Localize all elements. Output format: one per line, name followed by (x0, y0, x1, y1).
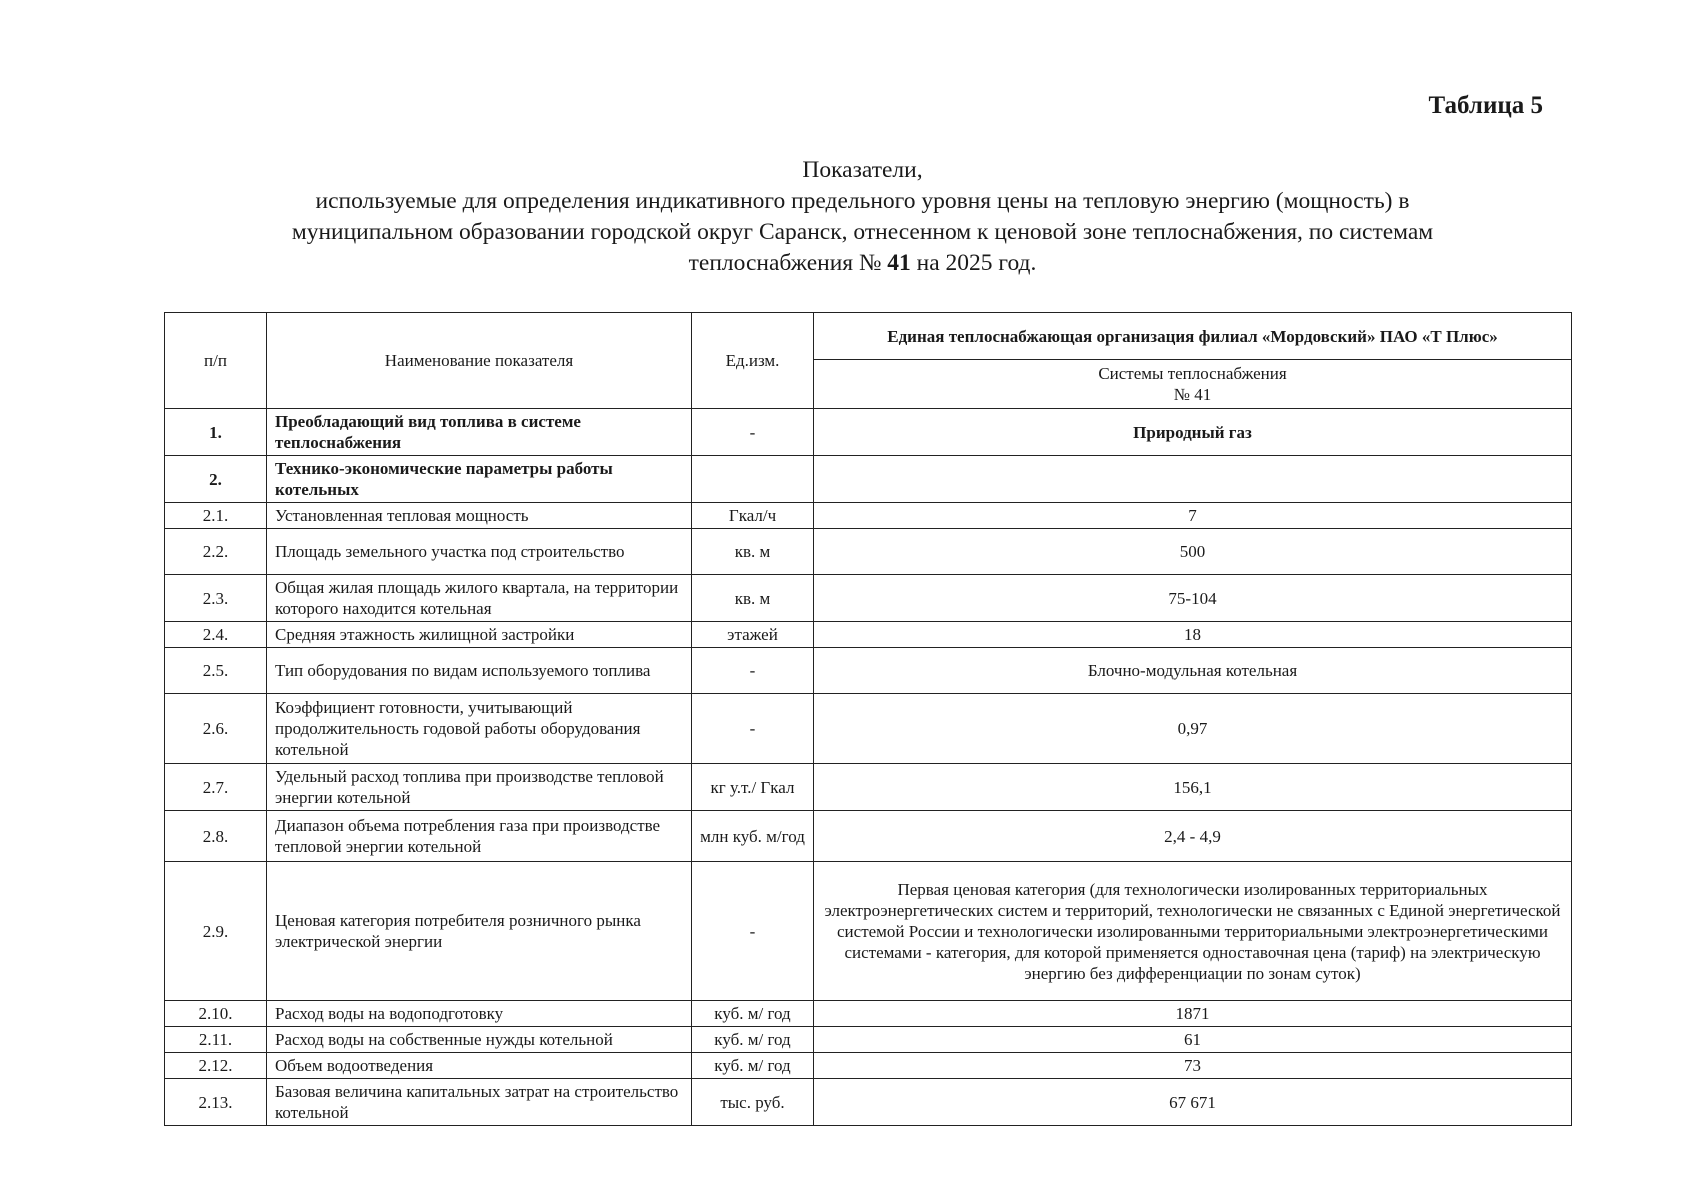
indicator-name: Удельный расход топлива при производстве тепловой энергии котельной (267, 764, 692, 811)
indicator-name: Базовая величина капитальных затрат на строительство котельной (267, 1079, 692, 1126)
indicator-name: Тип оборудования по видам используемого топлива (267, 648, 692, 694)
unit-cell: этажей (692, 622, 814, 648)
unit-cell: млн куб. м/год (692, 811, 814, 862)
indicator-name: Расход воды на собственные нужды котельной (267, 1027, 692, 1053)
indicator-name: Расход воды на водоподготовку (267, 1001, 692, 1027)
indicator-name: Коэффициент готовности, учитывающий продолжительность годовой работы оборудования котельной (267, 694, 692, 764)
value-cell: 75-104 (814, 575, 1572, 622)
unit-cell: куб. м/ год (692, 1027, 814, 1053)
row-number: 2.8. (165, 811, 267, 862)
row-number: 2. (165, 456, 267, 503)
value-cell: 18 (814, 622, 1572, 648)
unit-cell: Гкал/ч (692, 503, 814, 529)
unit-cell: тыс. руб. (692, 1079, 814, 1126)
value-cell: 73 (814, 1053, 1572, 1079)
value-cell: Природный газ (814, 409, 1572, 456)
table-row (165, 811, 1572, 862)
header-row-1 (165, 313, 1572, 360)
value-cell: 2,4 - 4,9 (814, 811, 1572, 862)
value-cell (814, 456, 1572, 503)
heading-line-3: муниципальном образовании городской округ Саранск, отнесенном к ценовой зоне теплоснабжения, по системам (291, 219, 1434, 245)
header-name: Наименование показателя (267, 313, 692, 409)
header-organization: Единая теплоснабжающая организация филиал «Мордовский» ПАО «Т Плюс» (814, 313, 1572, 360)
heading-line-4 (190, 248, 1535, 279)
table-row (165, 409, 1572, 456)
unit-cell: - (692, 648, 814, 694)
value-cell: Первая ценовая категория (для технологически изолированных территориальных электроэнергетических систем и территорий, технологически не связанных с Единой энергетической системой России и технологически изолированными территориальными электроэнергетическими системами - категория, для которой применяется одноставочная цена (тариф) на электрическую энергию без дифференциации по зонам суток) (814, 862, 1572, 1001)
indicator-name: Общая жилая площадь жилого квартала, на территории которого находится котельная (267, 575, 692, 622)
header-num: п/п (165, 313, 267, 409)
table-row (165, 1053, 1572, 1079)
header-unit: Ед.изм. (692, 313, 814, 409)
table-row (165, 764, 1572, 811)
row-number: 2.2. (165, 529, 267, 575)
indicator-name: Средняя этажность жилищной застройки (267, 622, 692, 648)
unit-cell: - (692, 409, 814, 456)
indicator-name: Объем водоотведения (267, 1053, 692, 1079)
row-number: 2.1. (165, 503, 267, 529)
row-number: 2.10. (165, 1001, 267, 1027)
row-number: 2.6. (165, 694, 267, 764)
row-number: 1. (165, 409, 267, 456)
unit-cell: куб. м/ год (692, 1001, 814, 1027)
table-row (165, 862, 1572, 1001)
table-row (165, 1001, 1572, 1027)
heading-system-number: 41 (887, 250, 911, 276)
unit-cell: - (692, 694, 814, 764)
heading-line-4-pre: теплоснабжения № (688, 250, 882, 276)
row-number: 2.7. (165, 764, 267, 811)
header-system-line-2: № 41 (1173, 385, 1212, 404)
row-number: 2.5. (165, 648, 267, 694)
table-row (165, 575, 1572, 622)
row-number: 2.13. (165, 1079, 267, 1126)
indicator-name: Ценовая категория потребителя розничного рынка электрической энергии (267, 862, 692, 1001)
heading-line-2: используемые для определения индикативного предельного уровня цены на тепловую энергию (мощность) в (315, 188, 1410, 214)
value-cell: Блочно-модульная котельная (814, 648, 1572, 694)
unit-cell: кг у.т./ Гкал (692, 764, 814, 811)
unit-cell (692, 456, 814, 503)
row-number: 2.9. (165, 862, 267, 1001)
row-number: 2.4. (165, 622, 267, 648)
row-number: 2.12. (165, 1053, 267, 1079)
table-row (165, 1027, 1572, 1053)
value-cell: 61 (814, 1027, 1572, 1053)
table-row (165, 648, 1572, 694)
header-system-line-1: Системы теплоснабжения (1098, 364, 1287, 383)
indicator-name: Преобладающий вид топлива в системе теплоснабжения (267, 409, 692, 456)
unit-cell: кв. м (692, 575, 814, 622)
indicator-name: Технико-экономические параметры работы котельных (267, 456, 692, 503)
unit-cell: куб. м/ год (692, 1053, 814, 1079)
value-cell: 500 (814, 529, 1572, 575)
indicator-name: Площадь земельного участка под строительство (267, 529, 692, 575)
table-row (165, 1079, 1572, 1126)
value-cell: 1871 (814, 1001, 1572, 1027)
indicator-name: Диапазон объема потребления газа при производстве тепловой энергии котельной (267, 811, 692, 862)
value-cell: 0,97 (814, 694, 1572, 764)
table-row (165, 694, 1572, 764)
heading-line-1: Показатели, (802, 157, 923, 183)
indicator-name: Установленная тепловая мощность (267, 503, 692, 529)
indicators-table (164, 312, 1572, 1126)
table-row (165, 456, 1572, 503)
row-number: 2.3. (165, 575, 267, 622)
header-system (814, 360, 1572, 409)
table-label: Таблица 5 (1428, 92, 1543, 119)
unit-cell: - (692, 862, 814, 1001)
table-row (165, 529, 1572, 575)
value-cell: 156,1 (814, 764, 1572, 811)
heading-line-4-post: на 2025 год. (916, 250, 1037, 276)
row-number: 2.11. (165, 1027, 267, 1053)
value-cell: 67 671 (814, 1079, 1572, 1126)
table-row (165, 622, 1572, 648)
unit-cell: кв. м (692, 529, 814, 575)
table-row (165, 503, 1572, 529)
value-cell: 7 (814, 503, 1572, 529)
document-heading (190, 155, 1535, 279)
